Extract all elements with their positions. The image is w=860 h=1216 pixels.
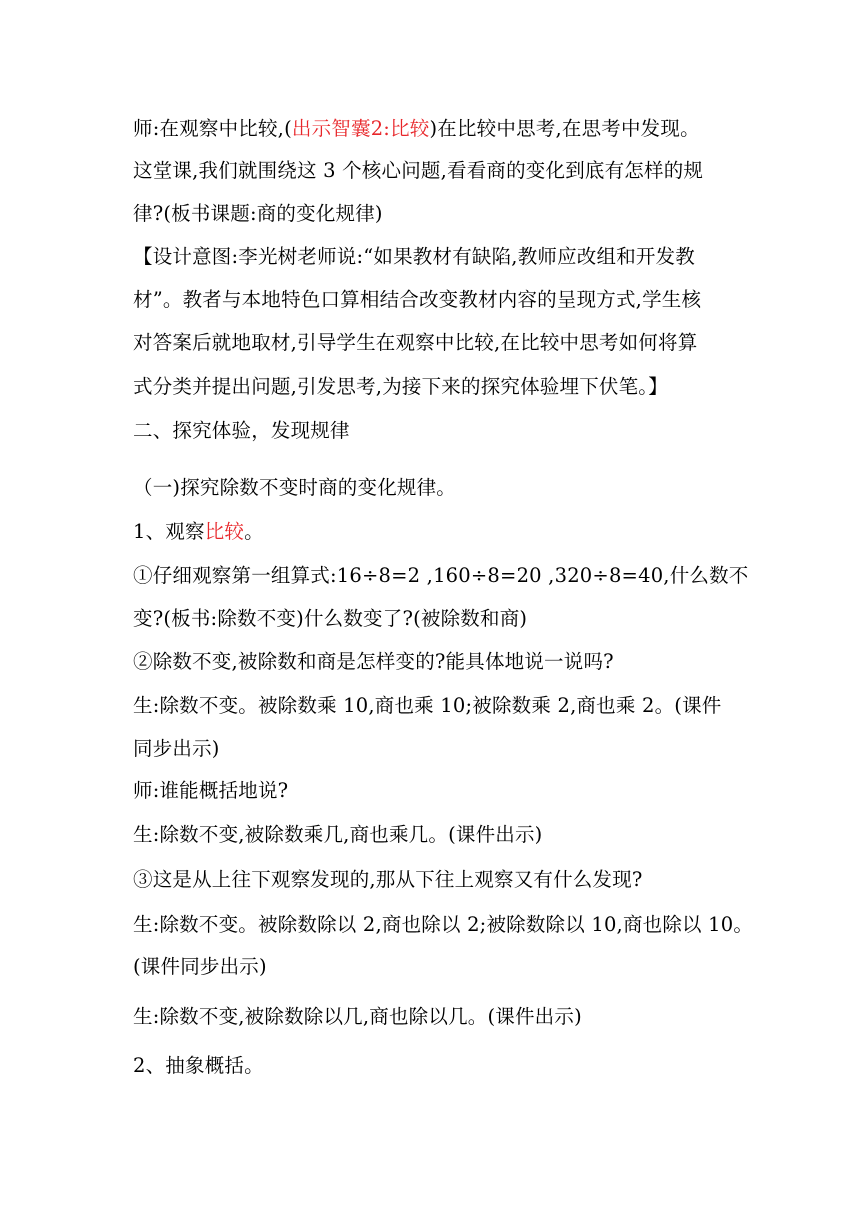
text-line-6 [133, 329, 697, 357]
text-line-14 [133, 692, 721, 720]
text-segment: 生:除数不变,被除数除以几,商也除以几。(课件出示) [133, 1005, 582, 1028]
text-line-4 [133, 243, 695, 271]
text-segment: 同步出示) [133, 737, 220, 760]
step-heading-2 [133, 1052, 264, 1080]
text-segment: 这堂课,我们就围绕这 3 个核心问题,看看商的变化到底有怎样的规 [133, 159, 704, 182]
highlight-text: 出示智囊2:比较 [291, 117, 430, 140]
text-segment: 1、观察 [133, 520, 205, 543]
step-heading-1 [133, 518, 264, 546]
text-segment: 律?(板书课题:商的变化规律) [133, 202, 383, 225]
text-line-16 [133, 777, 288, 805]
text-line-17 [133, 821, 542, 849]
text-segment: 生:除数不变。被除数除以 2,商也除以 2;被除数除以 10,商也除以 10。 [133, 913, 754, 936]
text-line-15 [133, 735, 220, 763]
text-segment: 师:在观察中比较,( [133, 117, 292, 140]
text-line-11 [133, 562, 749, 590]
text-segment: 变?(板书:除数不变)什么数变了?(被除数和商) [133, 607, 528, 630]
text-segment: ①仔细观察第一组算式:16÷8=2 ,160÷8=20 ,320÷8=40,什么数不 [133, 564, 749, 587]
text-segment: (课件同步出示) [133, 955, 267, 978]
text-segment: 【设计意图:李光树老师说:“如果教材有缺陷,教师应改组和开发教 [133, 245, 696, 268]
subsection-heading [133, 474, 456, 502]
text-line-12 [133, 605, 527, 633]
text-segment: 。 [244, 520, 264, 543]
text-segment: 生:除数不变。被除数乘 10,商也乘 10;被除数乘 2,商也乘 2。(课件 [133, 694, 722, 717]
text-line-5 [133, 286, 701, 314]
text-segment: 对答案后就地取材,引导学生在观察中比较,在比较中思考如何将算 [133, 331, 698, 354]
highlight-text: 比较 [204, 520, 245, 543]
text-segment: ②除数不变,被除数和商是怎样变的?能具体地说一说吗? [133, 650, 614, 673]
text-segment: 生:除数不变,被除数乘几,商也乘几。(课件出示) [133, 823, 543, 846]
text-segment: 二、探究体验，发现规律 [133, 419, 350, 442]
text-line-20 [133, 953, 267, 981]
text-line-21 [133, 1003, 582, 1031]
text-segment: （一)探究除数不变时商的变化规律。 [133, 476, 457, 499]
text-line-2 [133, 157, 703, 185]
text-line-13 [133, 648, 614, 676]
text-segment: 材”。教者与本地特色口算相结合改变教材内容的呈现方式,学生核 [133, 288, 702, 311]
text-line-19 [133, 911, 753, 939]
section-heading [133, 417, 350, 445]
text-segment: ③这是从上往下观察发现的,那从下往上观察又有什么发现? [133, 868, 643, 891]
text-line-3 [133, 200, 383, 228]
text-segment: 式分类并提出问题,引发思考,为接下来的探究体验埋下伏笔。】 [133, 375, 668, 398]
text-line-18 [133, 866, 643, 894]
text-segment: 师:谁能概括地说? [133, 779, 289, 802]
text-line-7 [133, 373, 668, 401]
text-line-1 [133, 115, 700, 143]
text-segment: 2、抽象概括。 [133, 1054, 264, 1077]
text-segment: )在比较中思考,在思考中发现。 [429, 117, 700, 140]
